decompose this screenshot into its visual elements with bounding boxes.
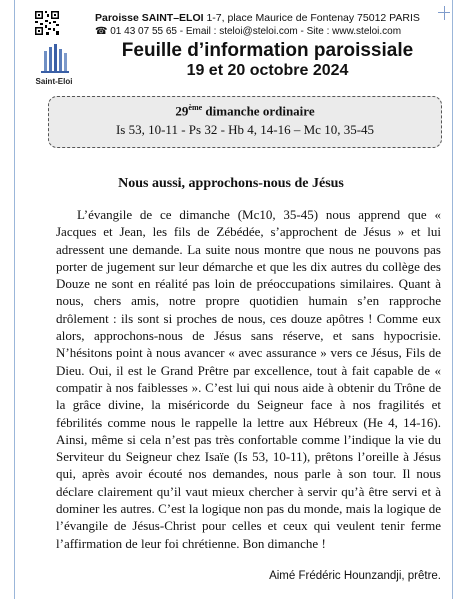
qr-code-icon [34, 10, 60, 36]
crop-mark-top-right [444, 6, 445, 20]
article-signature: Aimé Frédéric Hounzandji, prêtre. [269, 570, 441, 582]
parish-name: Paroisse SAINT–ELOI [95, 12, 204, 24]
article-title: Nous aussi, approchons-nous de Jésus [118, 176, 344, 191]
article-body: L’évangile de ce dimanche (Mc10, 35-45) nous apprend que « Jacques et Jean, les fils de Zébédée, s’approchent de Jésus » et lui adressent une demande. La suite nous montre que nous ne pouvons pas porter de jugement sur leur démarche et que les dix autres du collège des Douze ne sont en réalité pas loin de préoccupations similaires. Quant à nous, chers amis, notre propre quotidien humain s’en rapproche drôlement : ils sont si proches de nous, ces douze apôtres ! Comme eux alors, approchons-nous de Jésus sans réserve, et sans hypocrisie. N’hésitons point à nous avancer « avec assurance » vers ce Jésus, Fils de Dieu. Oui, il est le Grand Prêtre par excellence, tout à fait capable de « compatir à nos faiblesses ». C’est lui qui nous aide à obtenir du Trône de la grâce divine, la miséricorde du Seigneur face à nos fragilités et fébrilités comme nous le rappelle la lettre aux Hébreux (He 4, 14-16). Ainsi, même si cela n’est pas très confortable comme l’indique la vie du Serviteur du Seigneur chez Isaïe (Is 53, 10-11), prêtons l’oreille à Jésus qui, après avoir écouté nos demandes, nous parle à son tour. Il nous déclare clairement qu’il vaut mieux chercher à servir qu’à être servi et à dominer les autres. C’est la logique non pas du monde, mais la logique de l’évangile de Jésus-Christ pour celles et ceux qui veulent tenir ferme l’affirmation de leur foi chrétienne. Bon dimanche ! [56, 207, 441, 551]
liturgy-box [48, 96, 442, 148]
parish-contact: 01 43 07 55 65 - Email : steloi@steloi.com - Site : www.steloi.com [107, 26, 402, 37]
church-icon [36, 41, 72, 79]
logo-label: Saint-Eloi [35, 77, 73, 86]
sunday-label: dimanche ordinaire [202, 103, 315, 119]
crop-mark-top-right-h [438, 12, 450, 13]
parish-address: 1-7, place Maurice de Fontenay 75012 PARIS [203, 12, 420, 24]
guide-line-left [14, 0, 15, 599]
sunday-name [49, 103, 441, 119]
issue-date: 19 et 20 octobre 2024 [186, 62, 349, 79]
phone-icon: ☎ [95, 26, 108, 37]
readings: Is 53, 10-11 - Ps 32 - Hb 4, 14-16 – Mc 10, 35-45 [115, 122, 375, 137]
guide-line-right [452, 0, 453, 599]
parish-contact-line [95, 26, 401, 37]
page-title: Feuille d’information paroissiale [121, 40, 414, 61]
sunday-ordinal-suffix: ème [188, 103, 203, 112]
parish-address-line [95, 12, 420, 24]
parish-logo [34, 10, 74, 86]
sunday-ordinal: 29 [175, 103, 189, 119]
